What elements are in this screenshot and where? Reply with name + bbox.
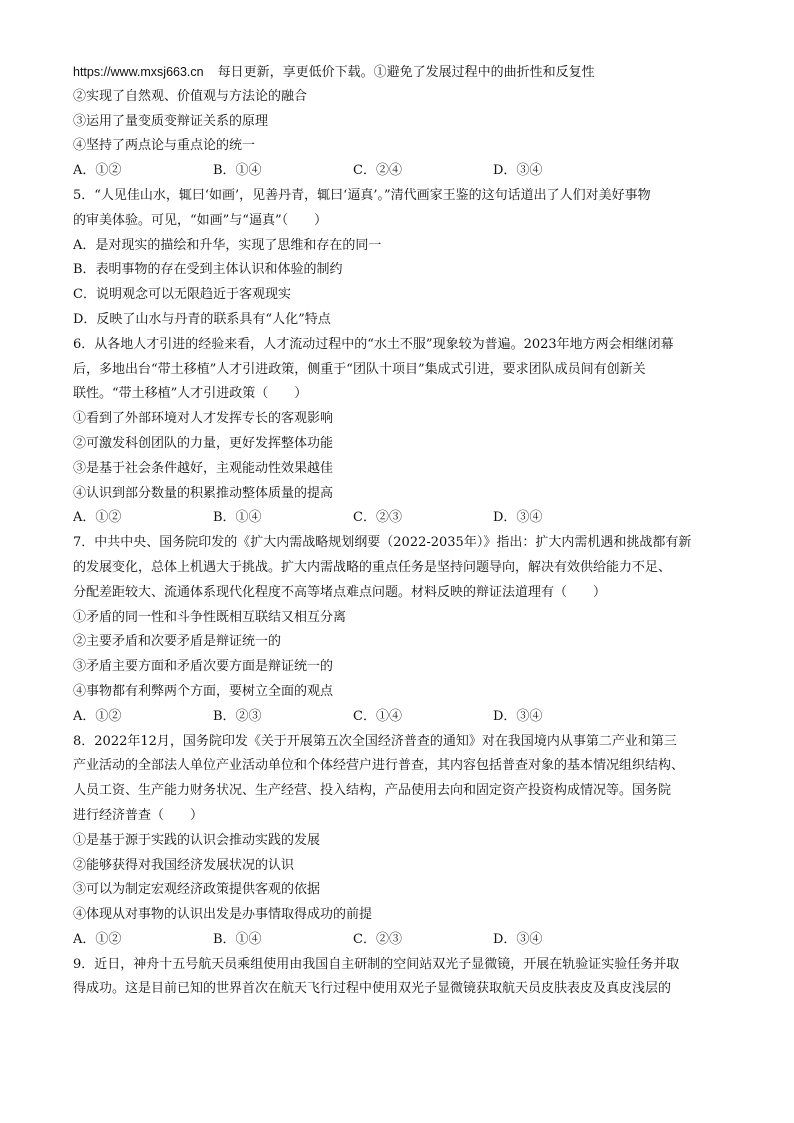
q8-item-3: ③可以为制定宏观经济政策提供客观的依据 (73, 882, 321, 898)
q4-option-b: B．①④ (213, 163, 262, 179)
q8-stem-line-1: 8．2022年12月，国务院印发《关于开展第五次全国经济普查的通知》对在我国境内从事第二产业和第三 (73, 733, 677, 749)
q9-stem-line-2: 得成功。这是目前已知的世界首次在航天飞行过程中使用双光子显微镜获取航天员皮肤表皮及真皮浅层的 (73, 981, 672, 997)
q7-option-a: A．①② (73, 708, 122, 724)
q4-option-c: C．②④ (353, 163, 402, 179)
header-line (73, 60, 723, 85)
q4-option-a: A．①② (73, 163, 122, 179)
q4-options (73, 159, 723, 184)
q7-options (73, 705, 723, 730)
q5-stem-line-1: 5．“人见佳山水，辄曰‘如画’，见善丹青，辄曰‘逼真’。”清代画家王鉴的这句话道出了人们对美好事物 (73, 187, 651, 203)
q4-option-d: D．③④ (493, 163, 543, 179)
q6-option-c: C．②③ (353, 510, 402, 526)
q7-item-1: ①矛盾的同一性和斗争性既相互联结又相互分离 (73, 609, 347, 625)
q7-item-4: ④事物都有利弊两个方面，要树立全面的观点 (73, 683, 334, 699)
q6-item-4: ④认识到部分数量的积累推动整体质量的提高 (73, 485, 334, 501)
q7-option-b: B．②③ (213, 708, 262, 724)
q5-choice-a: A．是对现实的描绘和升华，实现了思维和存在的同一 (73, 237, 382, 253)
q7-stem-line-2: 的发展变化，总体上机遇大于挑战。扩大内需战略的重点任务是坚持问题导向，解决有效供给能力不足、 (73, 559, 672, 575)
q7-item-2: ②主要矛盾和次要矛盾是辩证统一的 (73, 634, 282, 650)
site-slogan: 每日更新，享更低价下载。 (217, 65, 374, 80)
q6-option-d: D．③④ (493, 510, 543, 526)
q8-item-2: ②能够获得对我国经济发展状况的认识 (73, 857, 295, 873)
q4-item-1: ①避免了发展过程中的曲折性和反复性 (373, 65, 595, 80)
q8-stem-line-2: 产业活动的全部法人单位产业活动单位和个体经营户进行普查，其内容包括普查对象的基本情况组织结构、 (73, 758, 685, 774)
site-url[interactable]: https://www.mxsj663.cn (73, 65, 204, 79)
q7-option-c: C．①④ (353, 708, 402, 724)
q7-option-d: D．③④ (493, 708, 543, 724)
q4-item-2: ②实现了自然观、价值观与方法论的融合 (73, 88, 308, 104)
q6-option-b: B．①④ (213, 510, 262, 526)
q6-item-1: ①看到了外部环境对人才发挥专长的客观影响 (73, 411, 334, 427)
q4-item-3: ③运用了量变质变辩证关系的原理 (73, 113, 269, 129)
q5-choice-c: C．说明观念可以无限趋近于客观现实 (73, 287, 291, 303)
q8-item-4: ④体现从对事物的认识出发是办事情取得成功的前提 (73, 907, 373, 923)
q6-option-a: A．①② (73, 510, 122, 526)
q8-option-b: B．①④ (213, 931, 262, 947)
q6-item-3: ③是基于社会条件越好，主观能动性效果越佳 (73, 460, 334, 476)
q6-stem-line-2: 后，多地出台“带土移植”人才引进政策，侧重于“团队十项目”集成式引进，要求团队成员间有创新关 (73, 361, 646, 377)
q8-option-c: C．②③ (353, 931, 402, 947)
q8-item-1: ①是基于源于实践的认识会推动实践的发展 (73, 832, 321, 848)
q8-option-a: A．①② (73, 931, 122, 947)
q4-item-4: ④坚持了两点论与重点论的统一 (73, 138, 256, 154)
q8-stem-line-4: 进行经济普查（ ） (73, 807, 204, 823)
q8-option-d: D．③④ (493, 931, 543, 947)
q6-item-2: ②可激发科创团队的力量，更好发挥整体功能 (73, 435, 334, 451)
q5-choice-d: D．反映了山水与丹青的联系具有“人化”特点 (73, 311, 331, 327)
q8-options (73, 928, 723, 953)
q6-stem-line-3: 联性。“带土移植”人才引进政策（ ） (73, 386, 308, 402)
q8-stem-line-3: 人员工资、生产能力财务状况、生产经营、投入结构，产品使用去向和固定资产投资构成情况等。国务院 (73, 783, 672, 799)
q7-stem-line-1: 7．中共中央、国务院印发的《扩大内需战略规划纲要（2022-2035年）》指出：扩大内需机遇和挑战都有新 (73, 535, 692, 551)
q7-item-3: ③矛盾主要方面和矛盾次要方面是辩证统一的 (73, 659, 334, 675)
q5-choice-b: B．表明事物的存在受到主体认识和体验的制约 (73, 262, 343, 278)
q9-stem-line-1: 9．近日，神舟十五号航天员乘组使用由我国自主研制的空间站双光子显微镜，开展在轨验证实验任务并取 (73, 956, 680, 972)
q6-options (73, 506, 723, 531)
document-body (73, 60, 723, 1002)
q7-stem-line-3: 分配差距较大、流通体系现代化程度不高等堵点难点问题。材料反映的辩证法道理有（ ） (73, 584, 607, 600)
q6-stem-line-1: 6．从各地人才引进的经验来看，人才流动过程中的“水土不服”现象较为普遍。2023年地方两会相继闭幕 (73, 336, 674, 352)
q5-stem-line-2: 的审美体验。可见，“如画”与“逼真”（ ） (73, 212, 328, 228)
